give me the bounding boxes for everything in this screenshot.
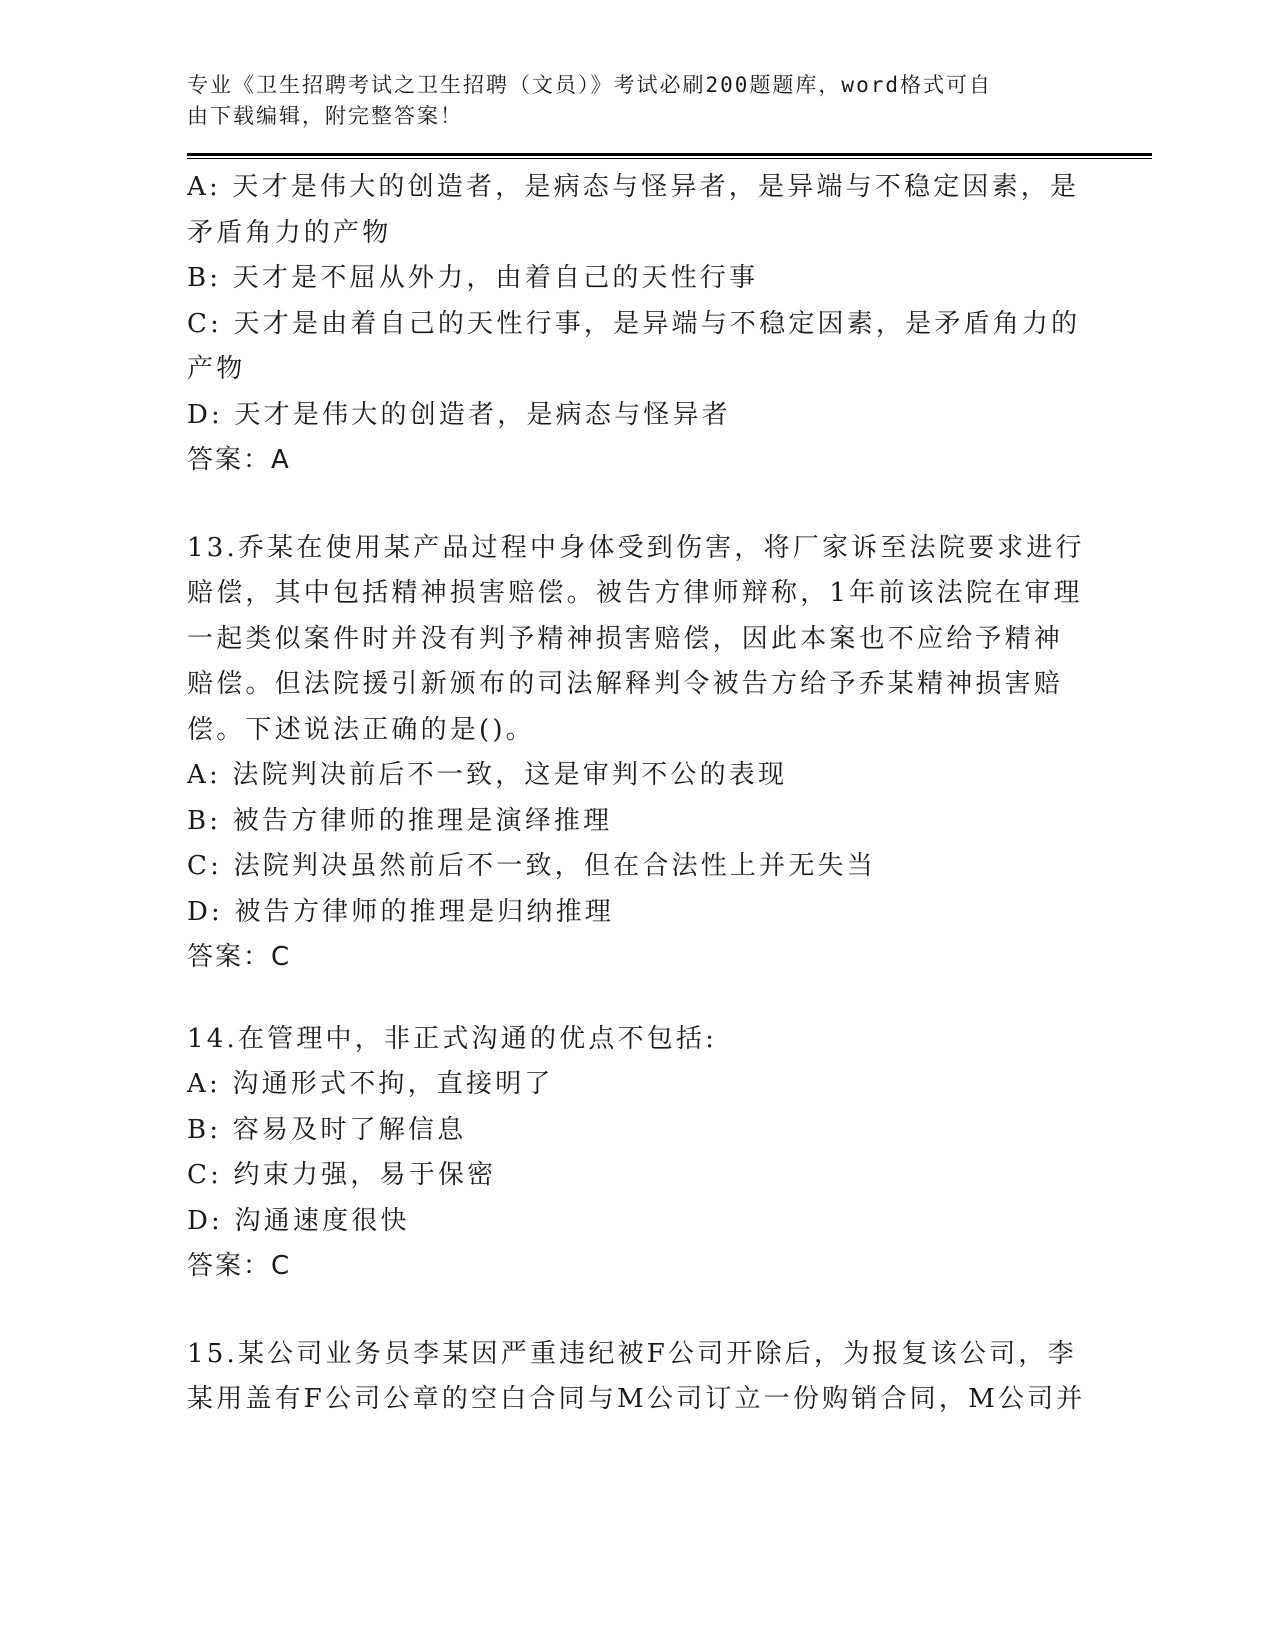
option-line: 产物 [187, 354, 246, 384]
option-line: 矛盾角力的产物 [187, 217, 392, 248]
question-stem: 15.某公司业务员李某因严重违纪被F公司开除后，为报复该公司，李 [187, 1338, 1077, 1369]
question-stem: 赔偿，其中包括精神损害赔偿。被告方律师辩称，1年前该法院在审理 [187, 578, 1083, 608]
header-line-1: 专业《卫生招聘考试之卫生招聘（文员）》考试必刷200题题库，word格式可自 [187, 73, 992, 97]
document-header [187, 70, 1067, 132]
question-stem: 13.乔某在使用某产品过程中身体受到伤害，将厂家诉至法院要求进行 [187, 532, 1085, 563]
question-stem: 赔偿。但法院援引新颁布的司法解释判令被告方给予乔某精神损害赔 [187, 669, 1064, 699]
question-block-14 [187, 1017, 1087, 1290]
question-stem: 偿。下述说法正确的是()。 [187, 714, 535, 745]
header-divider-thin [187, 158, 1152, 159]
answer-line: 答案：C [187, 942, 292, 972]
question-block-15 [187, 1332, 1087, 1423]
question-spacer [187, 1290, 1092, 1332]
question-stem: 14.在管理中，非正式沟通的优点不包括: [187, 1023, 718, 1054]
option-line: A: 沟通形式不拘，直接明了 [187, 1069, 554, 1099]
answer-line: 答案：C [187, 1251, 292, 1281]
option-line: B: 容易及时了解信息 [187, 1114, 467, 1145]
option-line: B: 天才是不屈从外力，由着自己的天性行事 [187, 263, 759, 293]
option-line: D: 被告方律师的推理是归纳推理 [187, 896, 615, 927]
answer-line: 答案：A [187, 445, 291, 475]
question-block-13 [187, 526, 1087, 981]
header-divider-thick [187, 153, 1152, 156]
header-divider [187, 153, 1152, 159]
option-line: D: 沟通速度很快 [187, 1205, 410, 1236]
question-stem: 某用盖有F公司公章的空白合同与M公司订立一份购销合同，M公司并 [187, 1384, 1086, 1414]
question-spacer [187, 981, 1092, 1017]
option-line: B: 被告方律师的推理是演绎推理 [187, 805, 613, 836]
option-line: A: 天才是伟大的创造者，是病态与怪异者，是异端与不稳定因素，是 [187, 172, 1080, 202]
document-page [187, 70, 1092, 1423]
option-line: C: 法院判决虽然前后不一致，但在合法性上并无失当 [187, 851, 876, 881]
option-line: D: 天才是伟大的创造者，是病态与怪异者 [187, 399, 731, 430]
question-stem: 一起类似案件时并没有判予精神损害赔偿，因此本案也不应给予精神 [187, 623, 1064, 654]
option-line: A: 法院判决前后不一致，这是审判不公的表现 [187, 760, 788, 790]
question-spacer [187, 484, 1092, 526]
question-block-prev [187, 165, 1087, 484]
option-line: C: 约束力强，易于保密 [187, 1160, 497, 1190]
option-line: C: 天才是由着自己的天性行事，是异端与不稳定因素，是矛盾角力的 [187, 308, 1081, 339]
header-line-2: 由下载编辑，附完整答案！ [187, 104, 463, 128]
